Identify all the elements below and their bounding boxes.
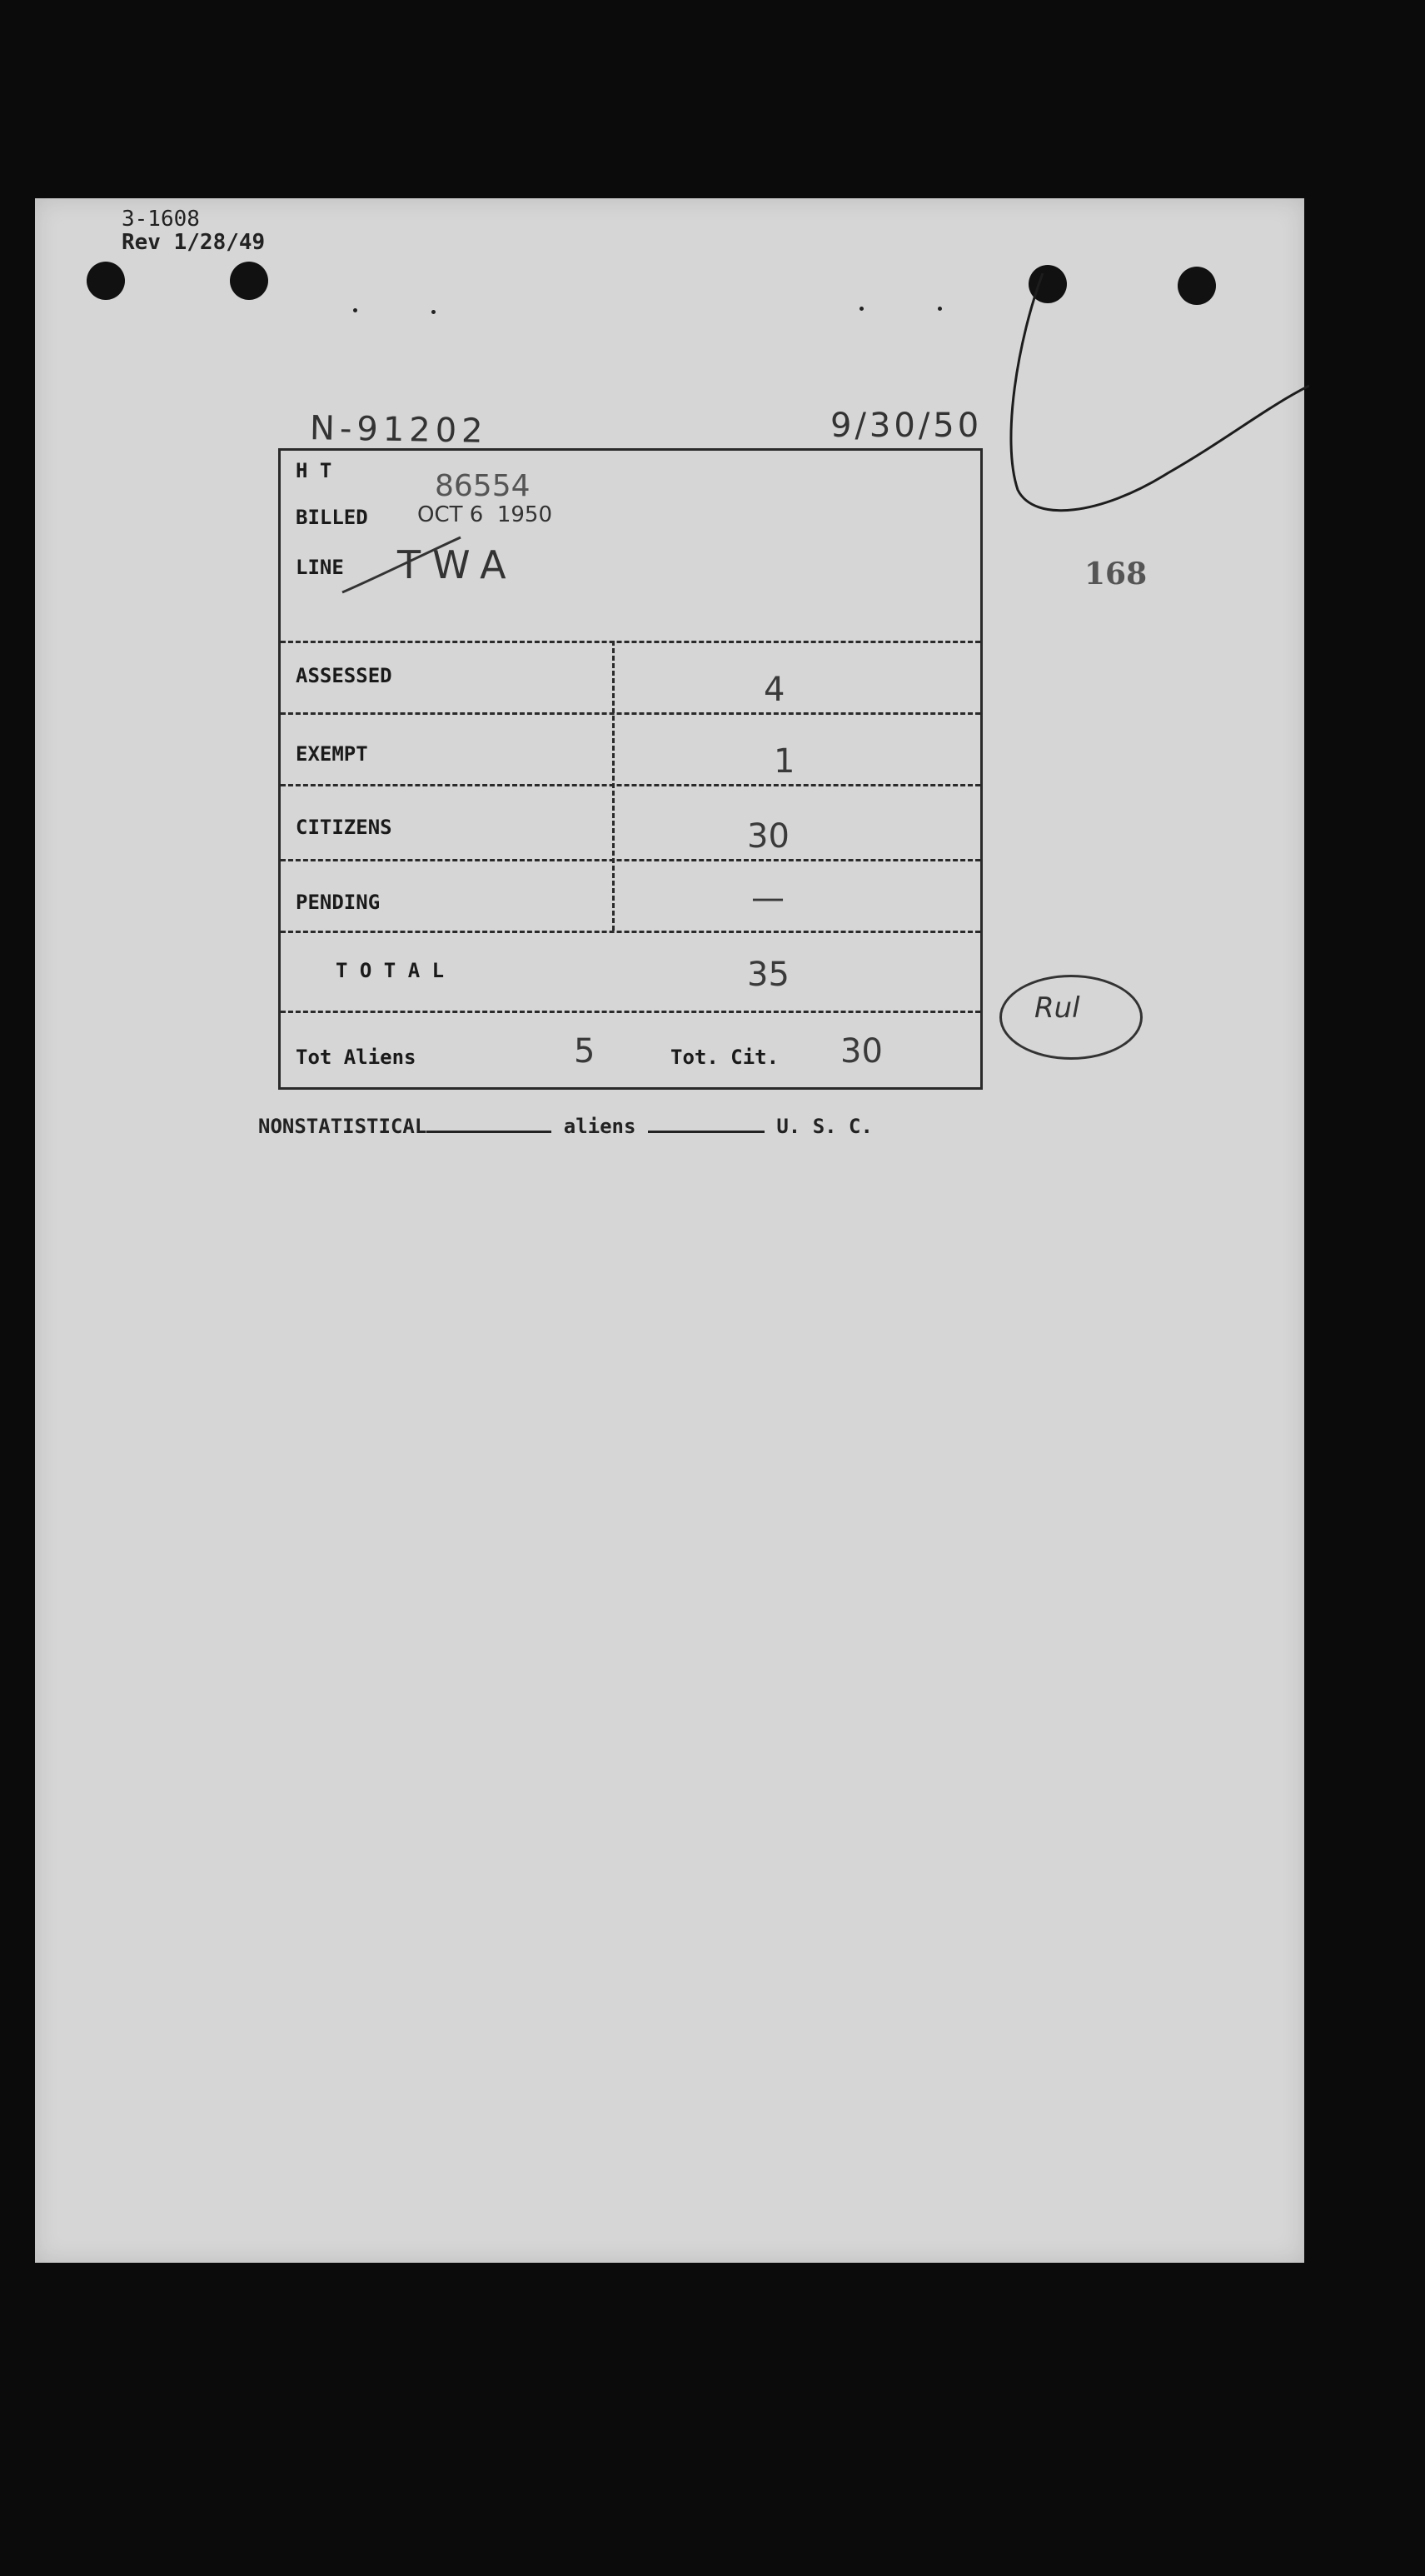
ht-number: 86554 [435,469,531,503]
pending-label: PENDING [296,891,381,914]
nonstatistical-blank [426,1131,551,1133]
line-strike [339,534,464,601]
exempt-value: 1 [774,742,795,781]
citizens-value: 30 [747,817,790,856]
form-revision: Rev 1/28/49 [122,230,266,255]
line-value: TWA [397,542,518,587]
usc-label: U. S. C. [776,1115,873,1138]
divider [281,641,980,643]
billed-stamp: OCT 6 1950 [417,502,553,527]
speck [353,308,357,312]
total-label: T O T A L [336,959,445,982]
total-value: 35 [747,956,790,994]
speck [859,307,864,311]
form-date: 9/30/50 [830,407,983,445]
nonstatistical-label: NONSTATISTICAL [258,1115,427,1138]
assessed-label: ASSESSED [296,664,392,687]
punch-hole-2 [230,262,268,300]
divider [281,784,980,786]
pen-stroke [951,273,1309,548]
nonstatistical-line [258,1115,873,1138]
billed-label: BILLED [296,506,368,529]
tot-cit-label: Tot. Cit. [670,1046,780,1069]
punch-hole-1 [87,262,125,300]
speck [431,310,436,314]
line-label: LINE [296,556,344,579]
column-divider [612,641,615,931]
speck [938,307,942,311]
tot-aliens-label: Tot Aliens [296,1046,416,1069]
initials: Rul [1034,991,1080,1025]
divider [281,712,980,715]
divider [281,859,980,861]
exempt-label: EXEMPT [296,742,368,766]
aliens-blank [648,1131,765,1133]
document-page [35,198,1304,2263]
summary-form [278,448,983,1090]
divider [281,1011,980,1013]
pending-value: — [751,879,785,917]
tot-aliens-value: 5 [574,1032,595,1071]
divider [281,931,980,933]
citizens-label: CITIZENS [296,816,392,839]
form-number: 3-1608 [122,207,200,232]
aliens-label: aliens [563,1115,636,1138]
ht-label: H T [296,459,332,482]
manifest-number: N-91202 [309,409,488,451]
tot-cit-value: 30 [840,1032,883,1071]
assessed-value: 4 [764,671,785,709]
page-number: 168 [1084,557,1148,592]
